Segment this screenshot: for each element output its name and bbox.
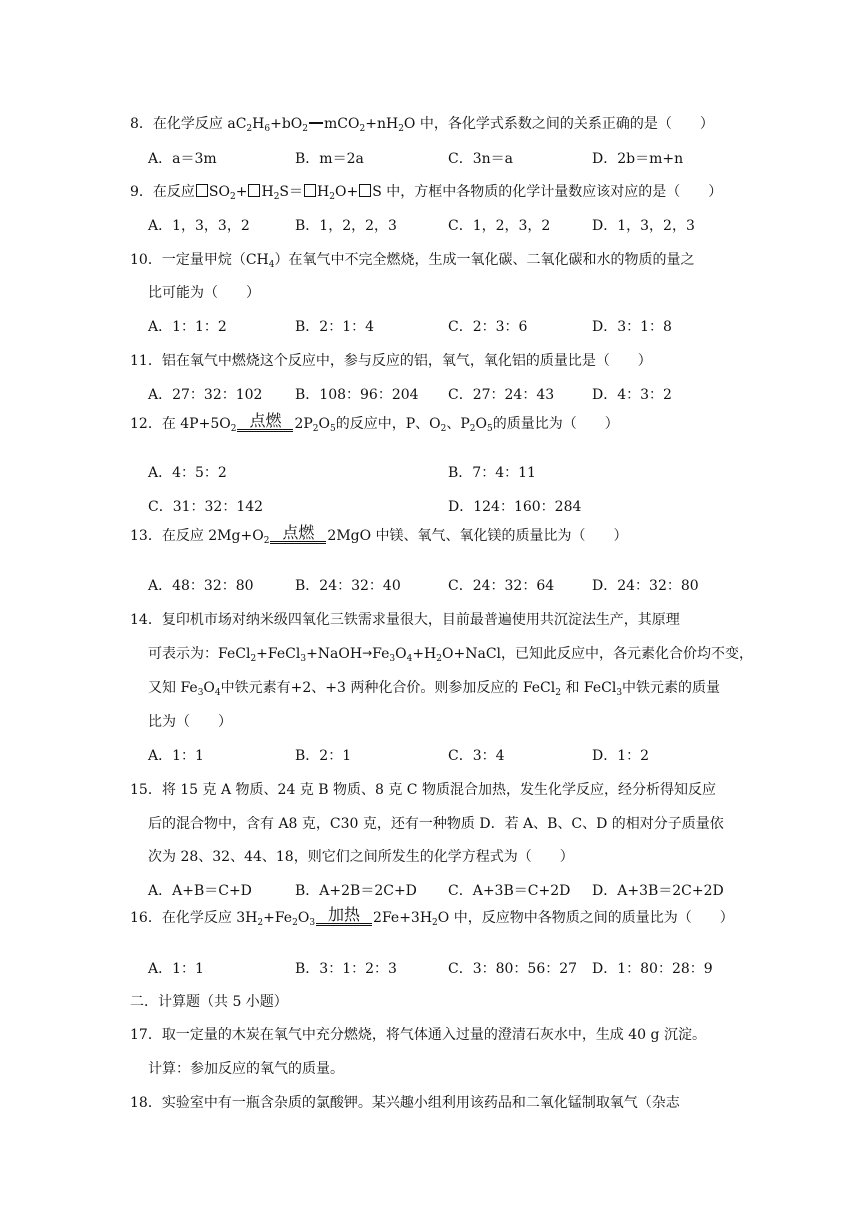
question-17-stem: 17．取一定量的木炭在氧气中充分燃烧，将气体通入过量的澄清石灰水中，生成 40 g 沉淀。: [130, 1027, 706, 1043]
question-11-stem: 11．铝在氧气中燃烧这个反应中，参与反应的铝，氧气，氧化铝的质量比是（ ）: [130, 353, 652, 369]
question-10-option-c: C．2：3：6: [448, 319, 528, 335]
question-12-option-d: D．124：160：284: [448, 499, 582, 515]
question-15-stem-cont: 次为 28、32、44、18，则它们之间所发生的化学方程式为（ ）: [148, 849, 574, 865]
question-14-stem-cont: 比为（ ）: [148, 714, 232, 730]
question-8-option-c: C．3n＝a: [448, 151, 513, 167]
question-10-stem: 10．一定量甲烷$(CH_4)$在氧气中不完全燃烧，生成一氧化碳、二氧化碳和水的物质的量之: [130, 252, 695, 270]
arrow-icon: →: [362, 646, 373, 660]
question-9-stem: 9．在反应 $SO_2+ H_2S= H_2O+ S$ 中，方框中各物质的化学计量数应该对应的是（ ）: [130, 184, 723, 202]
question-11-option-a: A．27：32：102: [148, 387, 263, 403]
condition-ignite: 点燃: [237, 413, 293, 432]
question-16-option-a: A．1：1: [148, 961, 204, 977]
question-11-option-d: D．4：3：2: [592, 387, 672, 403]
question-15-option-a: A．A+B＝C+D: [148, 883, 252, 899]
question-12-option-a: A．4：5：2: [148, 465, 227, 481]
question-14-stem-cont: 可表示为：$FeCl_2+FeCl_3+NaOH\to Fe_3O_4+H_2O+NaCl$，已知此反应中，各元素化合价均不变，: [148, 646, 754, 664]
question-16-stem: 16．在化学反应 $3H_2+Fe_2O_3$ 加热 $2Fe+3H_2O$ 中，反应物中各物质之间的质量比为（ ）: [130, 905, 734, 928]
question-10-option-d: D．3：1：8: [592, 319, 672, 335]
question-15-stem: 15．将 15 克 A 物质、24 克 B 物质、8 克 C 物质混合加热，发生化学反应，经分析得知反应: [130, 782, 716, 798]
question-10-option-b: B．2：1：4: [295, 319, 375, 335]
question-17-stem-cont: 计算：参加反应的氧气的质量。: [148, 1061, 344, 1077]
question-15-option-d: D．A+3B＝2C+2D: [592, 883, 724, 899]
question-9-option-c: C．1，2，3，2: [448, 218, 551, 234]
question-8-option-d: D．2b＝m+n: [592, 151, 684, 167]
question-15-option-c: C．A+3B＝C+2D: [448, 883, 571, 899]
question-9-option-b: B．1，2，2，3: [295, 218, 397, 234]
question-14-option-c: C．3：4: [448, 748, 505, 764]
question-14-option-d: D．1：2: [592, 748, 650, 764]
question-13-option-c: C．24：32：64: [448, 578, 555, 594]
question-15-option-b: B．A+2B＝2C+D: [295, 883, 417, 899]
question-13-stem: 13．在反应 $2Mg+O_2$ 点燃 2MgO 中镁、氧气、氧化镁的质量比为（ ）: [130, 523, 628, 546]
question-13-option-d: D．24：32：80: [592, 578, 699, 594]
question-10-stem-cont: 比可能为（ ）: [148, 285, 260, 301]
question-13-option-b: B．24：32：40: [295, 578, 401, 594]
question-8-stem: 8．在化学反应 $aC_2H_6+bO_2$ $mCO_2+nH_2O$ 中，各化学式系数之间的关系正确的是（ ）: [130, 116, 714, 134]
question-9-option-d: D．1，3，2，3: [592, 218, 695, 234]
question-16-option-d: D．1：80：28：9: [592, 961, 713, 977]
question-12-option-b: B．7：4：11: [448, 465, 536, 481]
question-14-option-a: A．1：1: [148, 748, 204, 764]
question-15-stem-cont: 后的混合物中，含有 A8 克，C30 克，还有一种物质 D．若 A、B、C、D 的相对分子质量依: [148, 816, 724, 832]
question-11-option-b: B．108：96：204: [295, 387, 419, 403]
question-14-option-b: B．2：1: [295, 748, 352, 764]
question-9-option-a: A．1，3，3，2: [148, 218, 250, 234]
question-16-option-c: C．3：80：56：27: [448, 961, 578, 977]
question-16-option-b: B．3：1：2：3: [295, 961, 397, 977]
condition-heat: 加热: [316, 907, 372, 926]
question-10-option-a: A．1：1：2: [148, 319, 227, 335]
question-8-option-b: B．m＝2a: [295, 151, 364, 167]
question-18-stem: 18．实验室中有一瓶含杂质的氯酸钾。某兴趣小组利用该药品和二氧化锰制取氧气（杂志: [130, 1095, 680, 1111]
question-11-option-c: C．27：24：43: [448, 387, 555, 403]
question-8-option-a: A．a＝3m: [148, 151, 217, 167]
question-12-stem: 12．在 $4P+5O_2$ 点燃 $2P_2O_5$的反应中，P、$O_2$、$P_2O_5$的质量比为（ ）: [130, 411, 619, 434]
question-14-stem: 14．复印机市场对纳米级四氧化三铁需求量很大，目前最普遍使用共沉淀法生产，其原理: [130, 612, 680, 628]
question-13-option-a: A．48：32：80: [148, 578, 254, 594]
condition-ignite: 点燃: [270, 525, 326, 544]
question-14-stem-cont: 又知 $Fe_3O_4$中铁元素有+2、+3 两种化合价。则参加反应的 FeCl$_2$ 和 FeCl$_3$中铁元素的质量: [148, 680, 721, 698]
section-heading: 二．计算题（共 5 小题）: [130, 994, 288, 1010]
question-12-option-c: C．31：32：142: [148, 499, 264, 515]
